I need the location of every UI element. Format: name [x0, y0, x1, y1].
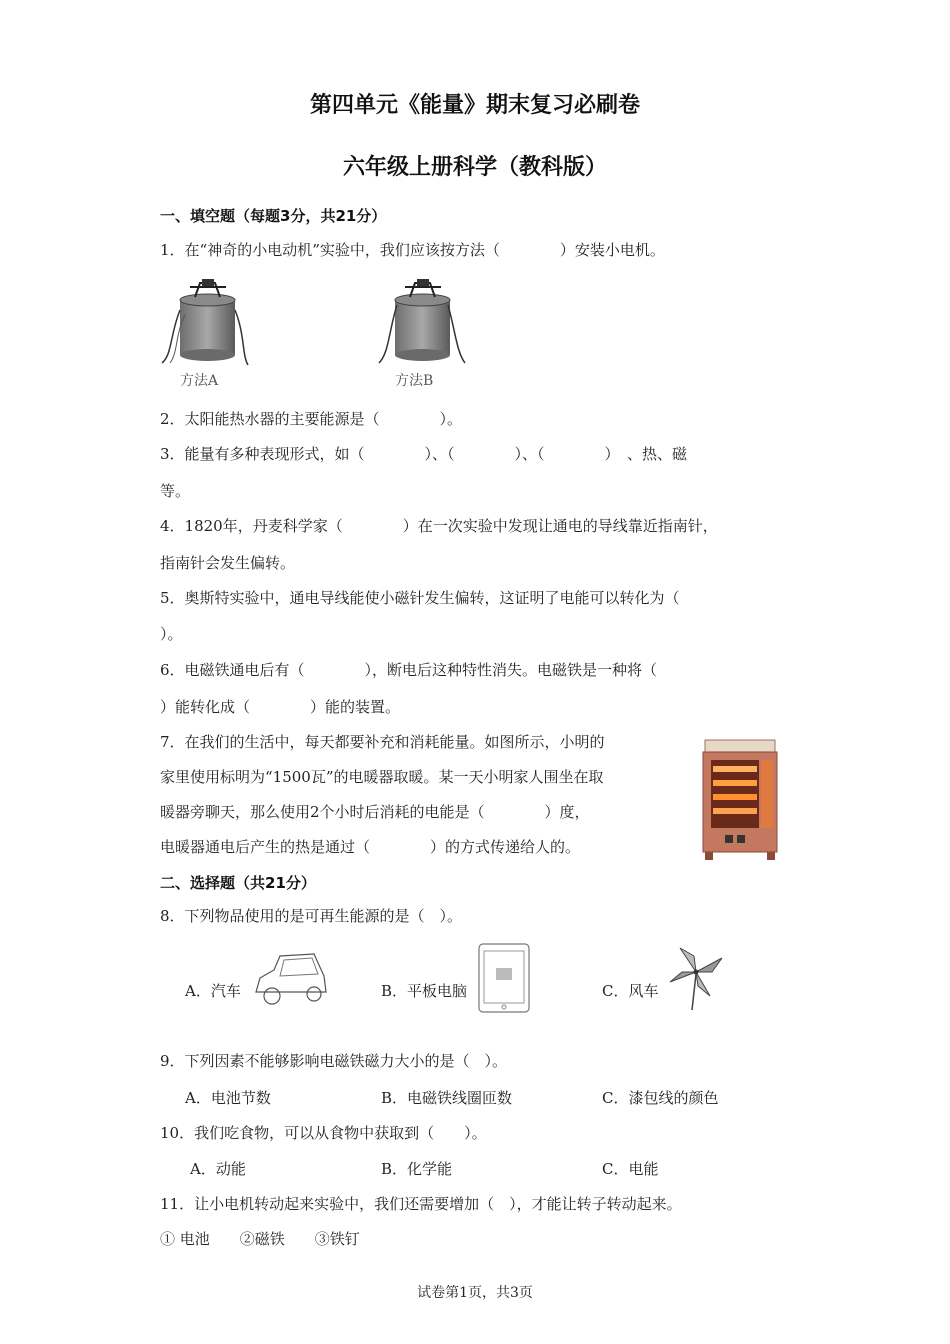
question-4-line-2: 指南针会发生偏转。 — [160, 554, 296, 572]
electric-heater-image — [695, 730, 785, 865]
question-1: 1．在“神奇的小电动机”实验中，我们应该按方法（ ）安装小电机。 — [160, 241, 665, 259]
q8-option-a: A．汽车 — [185, 982, 241, 1000]
section-heading-fill-blank: 一、填空题（每题3分，共21分） — [160, 207, 387, 225]
question-8: 8．下列物品使用的是可再生能源的是（ ）。 — [160, 907, 463, 925]
tablet-icon — [477, 942, 531, 1014]
question-3-line-1: 3．能量有多种表现形式，如（ ）、（ ）、（ ） 、热、磁 — [160, 445, 688, 463]
question-3-line-2: 等。 — [160, 482, 191, 500]
page-subtitle: 六年级上册科学（教科版） — [342, 155, 607, 180]
question-4-line-1: 4．1820年，丹麦科学家（ ）在一次实验中发现让通电的导线靠近指南针， — [160, 517, 718, 535]
question-7-line-4: 电暖器通电后产生的热是通过（ ）的方式传递给人的。 — [160, 838, 581, 856]
q10-option-b: B．化学能 — [381, 1160, 453, 1178]
question-7-line-3: 暖器旁聊天，那么使用2个小时后消耗的电能是（ ）度， — [160, 803, 590, 821]
question-7-line-2: 家里使用标明为“1500瓦”的电暖器取暖。某一天小明家人围坐在取 — [160, 768, 604, 786]
question-10: 10．我们吃食物，可以从食物中获取到（ ）。 — [160, 1124, 487, 1142]
q8-option-c: C．风车 — [602, 982, 659, 1000]
question-6-line-1: 6．电磁铁通电后有（ ），断电后这种特性消失。电磁铁是一种将（ — [160, 661, 658, 679]
question-9: 9．下列因素不能够影响电磁铁磁力大小的是（ ）。 — [160, 1052, 508, 1070]
question-2: 2．太阳能热水器的主要能源是（ ）。 — [160, 410, 463, 428]
section-heading-multiple-choice: 二、选择题（共21分） — [160, 874, 316, 892]
method-b-caption: 方法B — [395, 373, 434, 389]
q10-option-a: A．动能 — [190, 1160, 246, 1178]
question-5-line-1: 5．奥斯特实验中，通电导线能使小磁针发生偏转，这证明了电能可以转化为（ — [160, 589, 680, 607]
question-7-line-1: 7．在我们的生活中，每天都要补充和消耗能量。如图所示，小明的 — [160, 733, 605, 751]
page-title: 第四单元《能量》期末复习必刷卷 — [309, 93, 640, 118]
question-6-line-2: ）能转化成（ ）能的装置。 — [160, 698, 401, 716]
pinwheel-icon — [666, 942, 726, 1012]
page-footer: 试卷第1页，共3页 — [417, 1285, 533, 1301]
question-5-line-2: ）。 — [160, 625, 183, 643]
question-11: 11．让小电机转动起来实验中，我们还需要增加（ ），才能让转子转动起来。 — [160, 1195, 682, 1213]
q9-option-b: B．电磁铁线圈匝数 — [381, 1089, 513, 1107]
question-11-items: ① 电池 ②磁铁 ③铁钉 — [160, 1230, 360, 1248]
q9-option-a: A．电池节数 — [185, 1089, 271, 1107]
q10-option-c: C．电能 — [602, 1160, 659, 1178]
q9-option-c: C．漆包线的颜色 — [602, 1089, 719, 1107]
car-icon — [250, 948, 330, 1010]
method-a-caption: 方法A — [180, 373, 219, 389]
q8-option-b: B．平板电脑 — [381, 982, 468, 1000]
